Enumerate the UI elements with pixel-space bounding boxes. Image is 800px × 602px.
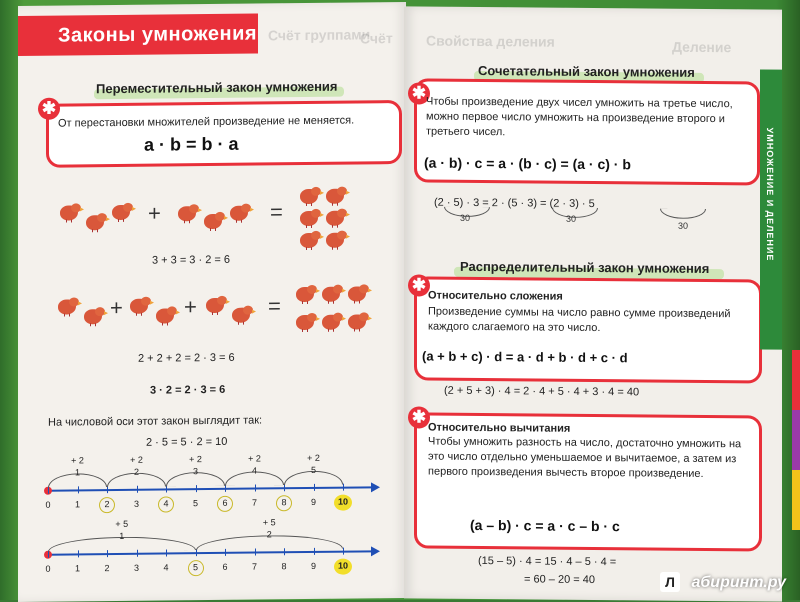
hop-step-label: + 2 xyxy=(299,453,329,463)
hop-count-label: 2 xyxy=(122,467,152,477)
associative-rule: Чтобы произведение двух чисел умножить на третье число, можно первое число умножить на произведение второго и третьего чисел. xyxy=(426,95,754,143)
associative-heading: Сочетательный закон умножения xyxy=(478,63,695,80)
axis-tick xyxy=(78,550,79,557)
example-2: 2 + 2 + 2 = 2 · 3 = 6 xyxy=(138,352,235,365)
addition-formula: (a + b + c) · d = a · d + b · d + c · d xyxy=(422,349,628,366)
tick-label: 1 xyxy=(68,563,88,573)
tick-label: 7 xyxy=(245,497,265,507)
plus-sign: + xyxy=(184,294,197,320)
hop-count-label: 2 xyxy=(254,529,284,539)
watermark: абиринт.ру xyxy=(691,574,786,592)
tick-label: 4 xyxy=(156,562,176,572)
tick-label: 8 xyxy=(274,497,294,507)
commutative-rule: От перестановки множителей произведение не меняется. xyxy=(58,113,398,132)
tick-label: 0 xyxy=(38,564,58,574)
ghost-tab: Счёт группами xyxy=(268,26,370,43)
axis-intro: На числовой оси этот закон выглядит так: xyxy=(48,413,262,430)
hop-count-label: 1 xyxy=(107,531,137,541)
tick-label: 4 xyxy=(156,498,176,508)
subtraction-subheading: Относительно вычитания xyxy=(428,421,570,437)
equals-sign: = xyxy=(270,199,283,225)
axis-tick xyxy=(284,548,285,555)
grouping-arc xyxy=(660,209,706,219)
equals-sign: = xyxy=(268,293,281,319)
bookmark-ribbon xyxy=(792,410,800,470)
tick-label: 0 xyxy=(38,500,58,510)
plus-sign: + xyxy=(110,295,123,321)
commutative-formula: a · b = b · a xyxy=(144,134,239,156)
hop-count-label: 1 xyxy=(63,467,93,477)
tick-label: 5 xyxy=(186,562,206,572)
axis-tick xyxy=(343,548,344,555)
subtraction-formula: (a – b) · c = a · c – b · c xyxy=(470,517,620,534)
subtraction-example-line1: (15 – 5) · 4 = 15 · 4 – 5 · 4 = xyxy=(478,555,616,568)
tick-label: 5 xyxy=(186,498,206,508)
plus-sign: + xyxy=(148,201,161,227)
tick-label: 10 xyxy=(333,561,353,571)
hop-step-label: + 5 xyxy=(254,517,284,527)
ghost-tab: Свойства деления xyxy=(426,33,555,50)
hop-count-label: 3 xyxy=(181,466,211,476)
hop-step-label: + 2 xyxy=(240,453,270,463)
left-page xyxy=(18,2,406,602)
axis-arrow xyxy=(371,546,380,556)
example-3: 3 · 2 = 2 · 3 = 6 xyxy=(150,384,225,397)
axis-tick xyxy=(314,548,315,555)
subtraction-example-line2: = 60 – 20 = 40 xyxy=(524,573,595,586)
axis-tick xyxy=(166,549,167,556)
axis-equation: 2 · 5 = 5 · 2 = 10 xyxy=(146,436,227,449)
axis-tick xyxy=(107,550,108,557)
asterisk-icon: ✱ xyxy=(38,98,60,120)
associative-formula: (a · b) · c = a · (b · c) = (a · c) · b xyxy=(424,155,631,173)
tick-label: 9 xyxy=(304,497,324,507)
tick-label: 6 xyxy=(215,498,235,508)
tick-label: 1 xyxy=(68,499,88,509)
asterisk-icon: ✱ xyxy=(408,82,430,104)
addition-subheading: Относительно сложения xyxy=(428,289,563,305)
tick-label: 7 xyxy=(245,561,265,571)
asterisk-icon: ✱ xyxy=(408,406,430,428)
axis-tick xyxy=(48,551,49,558)
axis-tick xyxy=(255,549,256,556)
tick-label: 3 xyxy=(127,499,147,509)
commutative-heading: Переместительный закон умножения xyxy=(96,79,338,97)
distributive-heading: Распределительный закон умножения xyxy=(460,259,709,276)
associative-example: (2 · 5) · 3 = 2 · (5 · 3) = (2 · 3) · 5 xyxy=(434,197,595,210)
hop-step-label: + 5 xyxy=(107,519,137,529)
hop-step-label: + 2 xyxy=(181,454,211,464)
tick-label: 3 xyxy=(127,563,147,573)
addition-rule: Произведение суммы на число равно сумме произведений каждого слагаемого на это число. xyxy=(428,305,752,338)
page-title: Законы умножения xyxy=(58,23,257,48)
tick-label: 9 xyxy=(304,561,324,571)
labirint-logo-icon: Л xyxy=(660,572,680,592)
bookmark-ribbon xyxy=(792,470,800,530)
associative-subtotal: 30 xyxy=(678,221,688,231)
ghost-tab: Деление xyxy=(672,39,731,56)
hop-step-label: + 2 xyxy=(122,455,152,465)
example-1: 3 + 3 = 3 · 2 = 6 xyxy=(152,254,230,267)
axis-tick xyxy=(137,550,138,557)
number-line-2 xyxy=(18,2,406,602)
associative-subtotal: 30 xyxy=(566,214,576,224)
tick-label: 6 xyxy=(215,562,235,572)
hop-count-label: 5 xyxy=(299,465,329,475)
tick-label: 2 xyxy=(97,563,117,573)
hop-count-label: 4 xyxy=(240,465,270,475)
axis-tick xyxy=(225,549,226,556)
tick-label: 2 xyxy=(97,499,117,509)
ghost-tab: Счёт xyxy=(360,30,393,46)
axis-tick xyxy=(196,549,197,556)
bookmark-ribbon xyxy=(792,350,800,410)
right-page xyxy=(404,6,782,601)
addition-example: (2 + 5 + 3) · 4 = 2 · 4 + 5 · 4 + 3 · 4 = 40 xyxy=(444,385,639,399)
asterisk-icon: ✱ xyxy=(408,274,430,296)
subtraction-rule: Чтобы умножить разность на число, достаточно умножить на это число отдельно уменьшаемое и вычитаемое, а затем из первого произведения вычесть второе произведение. xyxy=(428,435,756,483)
section-side-tab-label: УМНОЖЕНИЕ И ДЕЛЕНИЕ xyxy=(765,65,775,325)
tick-label: 10 xyxy=(333,497,353,507)
tick-label: 8 xyxy=(274,561,294,571)
hop-step-label: + 2 xyxy=(63,455,93,465)
associative-subtotal: 30 xyxy=(460,213,470,223)
